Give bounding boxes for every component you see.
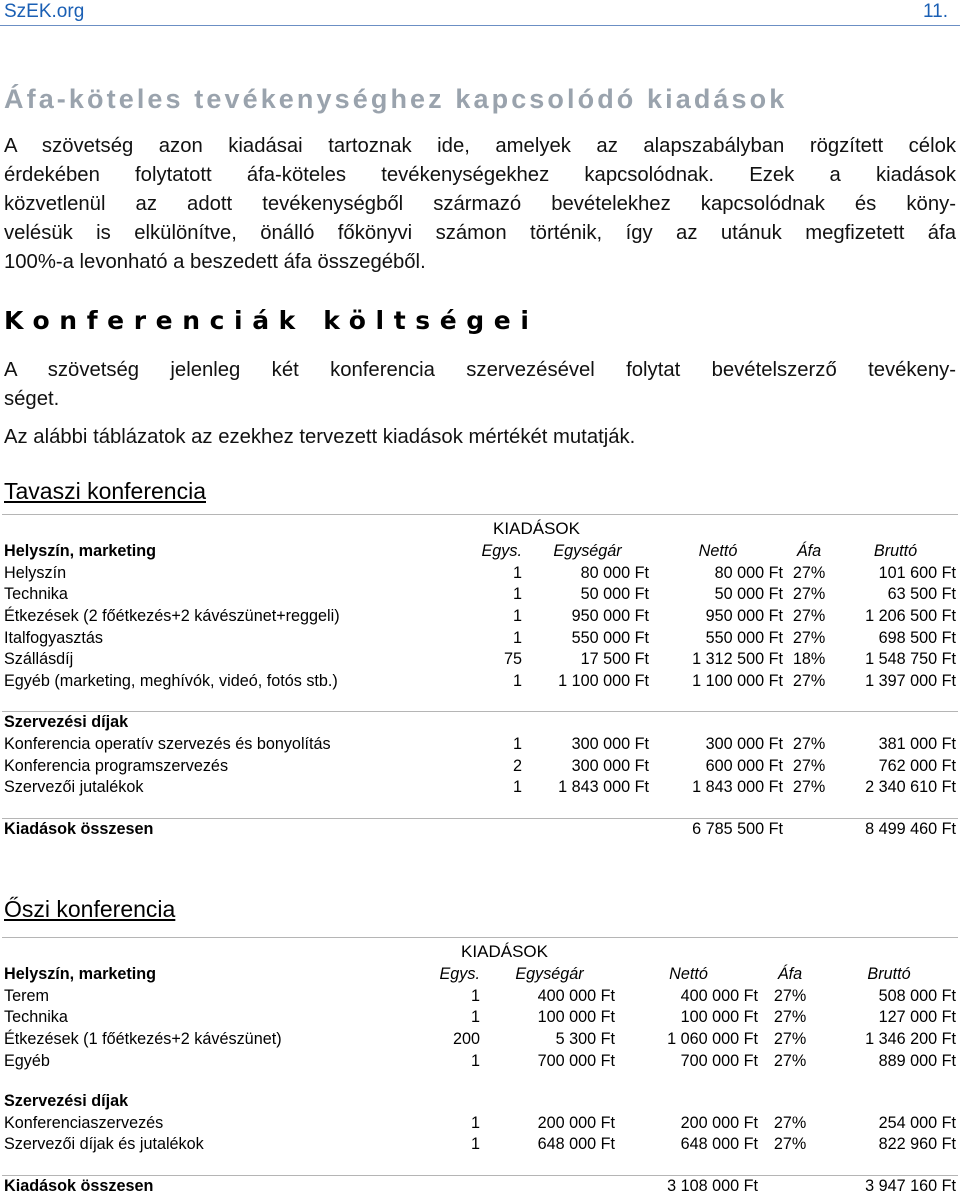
paragraph-line: Az alábbi táblázatok az ezekhez tervezett kiadások mértékét mutatják. xyxy=(4,426,636,448)
table-row xyxy=(2,1007,958,1029)
item-name: Egyéb (marketing, meghívók, videó, fotós stb.) xyxy=(4,671,338,690)
gross-amount: 1 548 750 Ft xyxy=(865,650,957,669)
unit-count: 75 xyxy=(503,650,522,669)
unit-count: 200 xyxy=(452,1030,480,1049)
gross-amount: 63 500 Ft xyxy=(887,585,957,604)
net-amount: 648 000 Ft xyxy=(680,1135,759,1154)
column-header: Bruttó xyxy=(873,542,918,561)
table-row xyxy=(2,986,958,1008)
total-label: Kiadások összesen xyxy=(2,1175,392,1197)
item-name: Technika xyxy=(4,585,68,604)
gross-amount: 1 206 500 Ft xyxy=(865,607,957,626)
gross-amount: 698 500 Ft xyxy=(878,628,957,647)
table-row xyxy=(2,1134,958,1156)
subsection-title-autumn: Őszi konferencia xyxy=(4,896,176,922)
vat-rate: 27% xyxy=(773,1030,807,1049)
vat-rate: 27% xyxy=(792,563,826,582)
table-row xyxy=(2,1050,958,1072)
section-title-vat-expenses: Áfa-köteles tevékenységhez kapcsolódó kiadások xyxy=(4,84,788,114)
unit-count: 1 xyxy=(512,735,522,754)
net-amount: 300 000 Ft xyxy=(705,735,784,754)
item-name: Helyszín xyxy=(4,563,67,582)
gross-amount: 1 346 200 Ft xyxy=(865,1030,957,1049)
net-amount: 1 312 500 Ft xyxy=(692,650,784,669)
paragraph-tables-intro xyxy=(4,423,956,452)
vat-rate: 18% xyxy=(792,650,826,669)
section-title-conference-costs: Konferenciák költségei xyxy=(4,306,539,335)
vat-rate: 27% xyxy=(792,607,826,626)
column-header: Egys. xyxy=(439,965,480,984)
header-divider xyxy=(0,25,960,26)
unit-count: 1 xyxy=(512,671,522,690)
column-header: Áfa xyxy=(777,965,803,984)
table-row xyxy=(2,563,958,585)
item-name: Étkezések (1 főétkezés+2 kávészünet) xyxy=(4,1030,282,1049)
column-header: Nettó xyxy=(698,542,738,561)
group-title: Helyszín, marketing xyxy=(4,965,157,984)
unit-count: 1 xyxy=(512,778,522,797)
kiadasok-label: KIADÁSOK xyxy=(422,515,651,542)
unit-count: 1 xyxy=(512,607,522,626)
unit-price: 80 000 Ft xyxy=(580,563,650,582)
spring-expenses-table xyxy=(2,514,958,840)
table-row xyxy=(2,1029,958,1051)
unit-count: 1 xyxy=(512,563,522,582)
item-name: Étkezések (2 főétkezés+2 kávészünet+reggeli) xyxy=(4,607,340,626)
net-amount: 600 000 Ft xyxy=(705,756,784,775)
vat-rate: 27% xyxy=(792,628,826,647)
table-row xyxy=(2,671,958,693)
column-header: Bruttó xyxy=(867,965,911,984)
net-amount: 1 100 000 Ft xyxy=(692,671,784,690)
vat-rate: 27% xyxy=(792,778,826,797)
group-title: Szervezési díjak xyxy=(2,712,422,734)
unit-price: 950 000 Ft xyxy=(571,607,650,626)
total-label: Kiadások összesen xyxy=(2,818,422,840)
paragraph-line: séget. xyxy=(4,388,60,410)
gross-amount: 1 397 000 Ft xyxy=(865,671,957,690)
column-header: Egységár xyxy=(553,542,622,561)
unit-count: 1 xyxy=(470,1113,480,1132)
unit-count: 2 xyxy=(512,756,522,775)
total-net: 6 785 500 Ft xyxy=(651,818,785,840)
unit-price: 17 500 Ft xyxy=(580,650,650,669)
unit-count: 1 xyxy=(512,628,522,647)
unit-count: 1 xyxy=(470,1008,480,1027)
item-name: Terem xyxy=(4,986,49,1005)
net-amount: 1 060 000 Ft xyxy=(667,1030,759,1049)
header-site-name: SzEK.org xyxy=(4,1,85,22)
unit-price: 300 000 Ft xyxy=(571,735,650,754)
autumn-expenses-table xyxy=(2,937,958,1197)
paragraph-line: A szövetség jelenleg két konferencia szervezésével folytat bevételszerző tevékeny- xyxy=(4,359,956,381)
unit-price: 5 300 Ft xyxy=(555,1030,616,1049)
item-name: Szervezői díjak és jutalékok xyxy=(4,1135,204,1154)
unit-price: 200 000 Ft xyxy=(537,1113,616,1132)
total-net: 3 108 000 Ft xyxy=(617,1175,760,1197)
table-title-row xyxy=(2,515,958,542)
total-gross: 3 947 160 Ft xyxy=(820,1175,958,1197)
item-name: Italfogyasztás xyxy=(4,628,103,647)
paragraph-conference-intro xyxy=(4,356,956,414)
vat-rate: 27% xyxy=(773,986,807,1005)
net-amount: 100 000 Ft xyxy=(680,1008,759,1027)
net-amount: 400 000 Ft xyxy=(680,986,759,1005)
gross-amount: 822 960 Ft xyxy=(878,1135,957,1154)
column-header: Egys. xyxy=(481,542,522,561)
unit-price: 1 843 000 Ft xyxy=(558,778,650,797)
unit-price: 700 000 Ft xyxy=(537,1051,616,1070)
gross-amount: 508 000 Ft xyxy=(878,986,957,1005)
table-row xyxy=(2,1113,958,1135)
table-row xyxy=(2,734,958,756)
net-amount: 700 000 Ft xyxy=(680,1051,759,1070)
item-name: Konferencia programszervezés xyxy=(4,756,229,775)
vat-rate: 27% xyxy=(792,585,826,604)
item-name: Egyéb xyxy=(4,1051,50,1070)
net-amount: 550 000 Ft xyxy=(705,628,784,647)
column-header: Áfa xyxy=(796,542,822,561)
item-name: Konferencia operatív szervezés és bonyolítás xyxy=(4,735,331,754)
table-header-row xyxy=(2,541,958,563)
net-amount: 1 843 000 Ft xyxy=(692,778,784,797)
vat-rate: 27% xyxy=(773,1113,807,1132)
table-row xyxy=(2,755,958,777)
vat-rate: 27% xyxy=(792,735,826,754)
unit-price: 1 100 000 Ft xyxy=(558,671,650,690)
gross-amount: 101 600 Ft xyxy=(878,563,957,582)
gross-amount: 762 000 Ft xyxy=(878,756,957,775)
net-amount: 950 000 Ft xyxy=(705,607,784,626)
item-name: Konferenciaszervezés xyxy=(4,1113,164,1132)
item-name: Szállásdíj xyxy=(4,650,74,669)
paragraph-line: közvetlenül az adott tevékenységből származó bevételekhez kapcsolódnak és köny- xyxy=(4,193,956,215)
paragraph-line: velésük is elkülönítve, önálló főkönyvi számon történik, így az utánuk megfizetett áfa xyxy=(4,222,956,244)
total-gross: 8 499 460 Ft xyxy=(833,818,958,840)
gross-amount: 381 000 Ft xyxy=(878,735,957,754)
paragraph-line: érdekében folytatott áfa-köteles tevékenységekhez kapcsolódnak. Ezek a kiadások xyxy=(4,164,956,186)
unit-count: 1 xyxy=(470,1051,480,1070)
table-total-row xyxy=(2,1175,958,1197)
unit-price: 400 000 Ft xyxy=(537,986,616,1005)
gross-amount: 254 000 Ft xyxy=(878,1113,957,1132)
table-row xyxy=(2,584,958,606)
net-amount: 50 000 Ft xyxy=(714,585,784,604)
net-amount: 200 000 Ft xyxy=(680,1113,759,1132)
table-total-row xyxy=(2,818,958,840)
gross-amount: 127 000 Ft xyxy=(878,1008,957,1027)
group-title: Helyszín, marketing xyxy=(4,542,157,561)
table-header-row xyxy=(2,964,958,986)
unit-price: 300 000 Ft xyxy=(571,756,650,775)
paragraph-vat-expenses xyxy=(4,132,956,277)
unit-count: 1 xyxy=(512,585,522,604)
vat-rate: 27% xyxy=(792,671,826,690)
table-row xyxy=(2,627,958,649)
vat-rate: 27% xyxy=(773,1008,807,1027)
gross-amount: 2 340 610 Ft xyxy=(865,778,957,797)
kiadasok-label: KIADÁSOK xyxy=(392,938,617,965)
item-name: Technika xyxy=(4,1008,68,1027)
column-header: Egységár xyxy=(515,965,584,984)
table-row xyxy=(2,649,958,671)
group-title-row xyxy=(2,712,958,734)
unit-price: 100 000 Ft xyxy=(537,1008,616,1027)
unit-price: 648 000 Ft xyxy=(537,1135,616,1154)
unit-count: 1 xyxy=(470,1135,480,1154)
group-title: Szervezési díjak xyxy=(4,1092,129,1111)
table-row xyxy=(2,777,958,799)
vat-rate: 27% xyxy=(773,1051,807,1070)
vat-rate: 27% xyxy=(773,1135,807,1154)
gross-amount: 889 000 Ft xyxy=(878,1051,957,1070)
net-amount: 80 000 Ft xyxy=(714,563,784,582)
subsection-title-spring: Tavaszi konferencia xyxy=(4,478,206,504)
column-header: Nettó xyxy=(669,965,708,984)
vat-rate: 27% xyxy=(792,756,826,775)
group-title-row xyxy=(2,1091,958,1113)
table-row xyxy=(2,606,958,628)
header-page-number: 11. xyxy=(922,1,948,22)
unit-price: 550 000 Ft xyxy=(571,628,650,647)
paragraph-line: 100%-a levonható a beszedett áfa összegéből. xyxy=(4,251,426,273)
unit-count: 1 xyxy=(470,986,480,1005)
paragraph-line: A szövetség azon kiadásai tartoznak ide, amelyek az alapszabályban rögzített célok xyxy=(4,135,956,157)
unit-price: 50 000 Ft xyxy=(580,585,650,604)
table-title-row xyxy=(2,938,958,965)
item-name: Szervezői jutalékok xyxy=(4,778,144,797)
